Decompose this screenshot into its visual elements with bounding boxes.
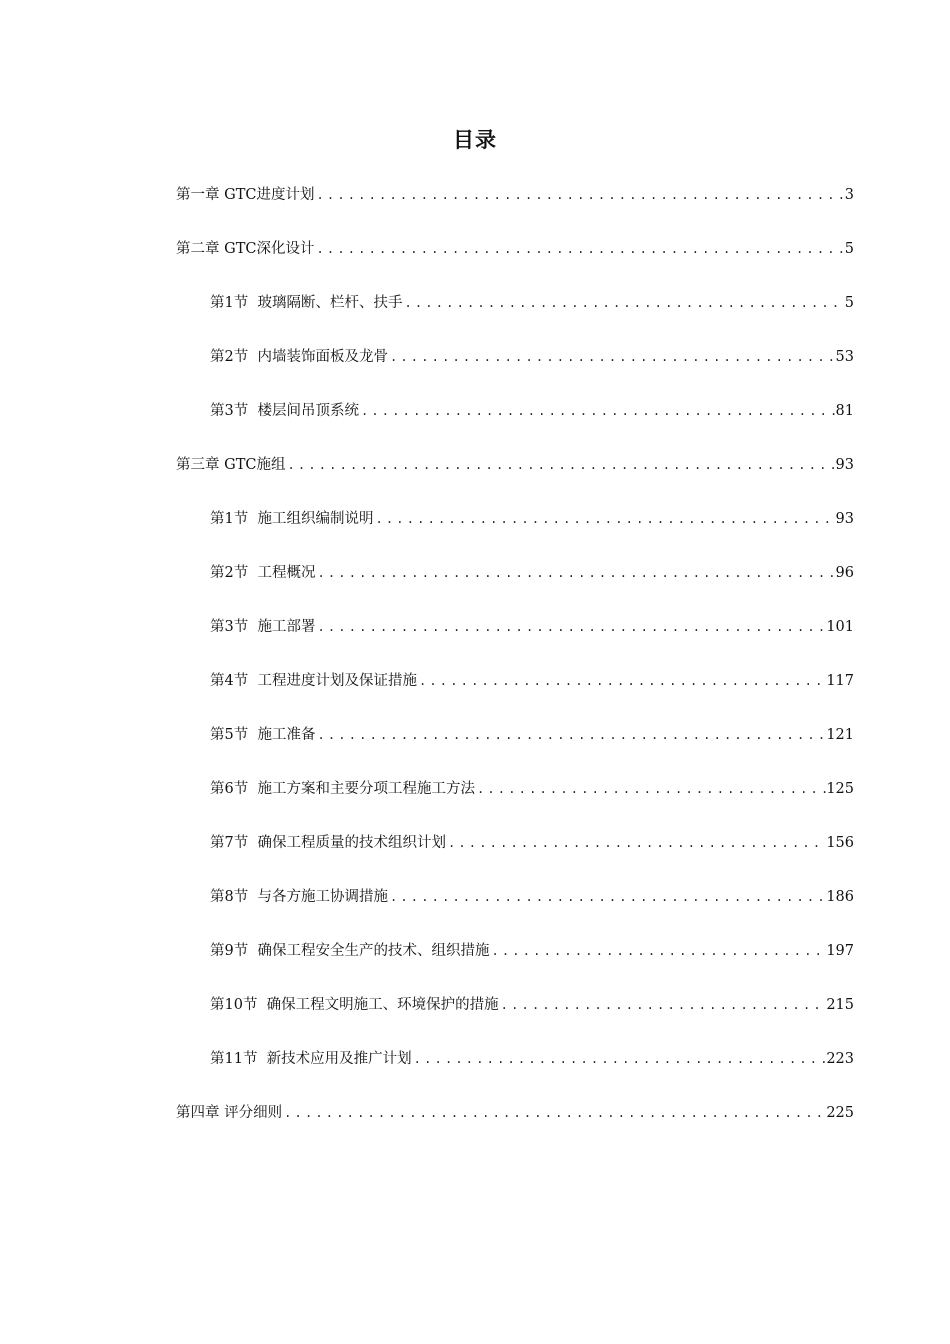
toc-entry-label: 第一章 GTC进度计划	[176, 187, 315, 203]
toc-section-entry	[210, 292, 854, 314]
toc-page-number: 186	[826, 889, 854, 905]
toc-dot-leader	[475, 778, 826, 800]
toc-entry-label: 第8节 与各方施工协调措施	[210, 889, 388, 905]
toc-page-number: 125	[826, 781, 854, 797]
toc-chapter-entry	[176, 184, 854, 206]
toc-entry-label: 第9节 确保工程安全生产的技术、组织措施	[210, 943, 490, 959]
toc-entry-label: 第3节 楼层间吊顶系统	[210, 403, 359, 419]
toc-dot-leader	[315, 562, 835, 584]
toc-entry-label: 第5节 施工准备	[210, 727, 316, 743]
toc-entry-label: 第6节 施工方案和主要分项工程施工方法	[210, 781, 475, 797]
toc-dot-leader	[314, 184, 844, 206]
toc-entry-label: 第11节 新技术应用及推广计划	[210, 1051, 412, 1067]
toc-page-number: 215	[826, 997, 854, 1013]
toc-page-number: 93	[835, 457, 854, 473]
toc-section-entry	[210, 994, 854, 1016]
toc-entry-label: 第1节 玻璃隔断、栏杆、扶手	[210, 295, 403, 311]
toc-page-number: 121	[826, 727, 854, 743]
toc-dot-leader	[314, 238, 844, 260]
toc-entry-label: 第10节 确保工程文明施工、环境保护的措施	[210, 997, 499, 1013]
toc-page-number: 53	[835, 349, 854, 365]
toc-section-entry	[210, 940, 854, 962]
toc-dot-leader	[446, 832, 826, 854]
toc-entry-label: 第2节 内墙装饰面板及龙骨	[210, 349, 388, 365]
toc-section-entry	[210, 1048, 854, 1070]
toc-chapter-entry	[176, 238, 854, 260]
toc-section-entry	[210, 778, 854, 800]
toc-entry-label: 第四章 评分细则	[176, 1105, 283, 1121]
toc-dot-leader	[388, 886, 826, 908]
toc-section-entry	[210, 886, 854, 908]
toc-entry-label: 第2节 工程概况	[210, 565, 316, 581]
toc-chapter-entry	[176, 454, 854, 476]
toc-dot-leader	[417, 670, 826, 692]
toc-section-entry	[210, 616, 854, 638]
toc-dot-leader	[359, 400, 836, 422]
toc-page-number: 156	[826, 835, 854, 851]
toc-dot-leader	[402, 292, 844, 314]
toc-section-entry	[210, 508, 854, 530]
toc-entry-label: 第4节 工程进度计划及保证措施	[210, 673, 417, 689]
toc-dot-leader	[412, 1048, 827, 1070]
toc-page-number: 81	[835, 403, 854, 419]
toc-section-entry	[210, 832, 854, 854]
toc-page-number: 5	[844, 241, 854, 257]
toc-page-number: 5	[844, 295, 854, 311]
toc-dot-leader	[373, 508, 835, 530]
toc-dot-leader	[388, 346, 836, 368]
toc-entry-label: 第二章 GTC深化设计	[176, 241, 315, 257]
toc-dot-leader	[315, 616, 826, 638]
toc-page-number: 225	[826, 1105, 854, 1121]
toc-page-number: 3	[844, 187, 854, 203]
toc-page-number: 223	[826, 1051, 854, 1067]
toc-section-entry	[210, 724, 854, 746]
toc-page-number: 93	[835, 511, 854, 527]
toc-section-entry	[210, 400, 854, 422]
toc-entry-label: 第7节 确保工程质量的技术组织计划	[210, 835, 446, 851]
toc-chapter-entry	[176, 1102, 854, 1124]
toc-dot-leader	[285, 454, 835, 476]
toc-dot-leader	[499, 994, 827, 1016]
toc-page-number: 197	[826, 943, 854, 959]
toc-entry-label: 第三章 GTC施组	[176, 457, 286, 473]
page-title: 目录	[453, 128, 497, 152]
toc-section-entry	[210, 562, 854, 584]
toc-page-number: 101	[826, 619, 854, 635]
toc-section-entry	[210, 346, 854, 368]
toc-page-number: 96	[835, 565, 854, 581]
toc-entry-label: 第1节 施工组织编制说明	[210, 511, 374, 527]
toc-entry-label: 第3节 施工部署	[210, 619, 316, 635]
toc-section-entry	[210, 670, 854, 692]
toc-dot-leader	[282, 1102, 826, 1124]
toc-page-number: 117	[826, 673, 854, 689]
toc-dot-leader	[315, 724, 826, 746]
toc-dot-leader	[489, 940, 826, 962]
